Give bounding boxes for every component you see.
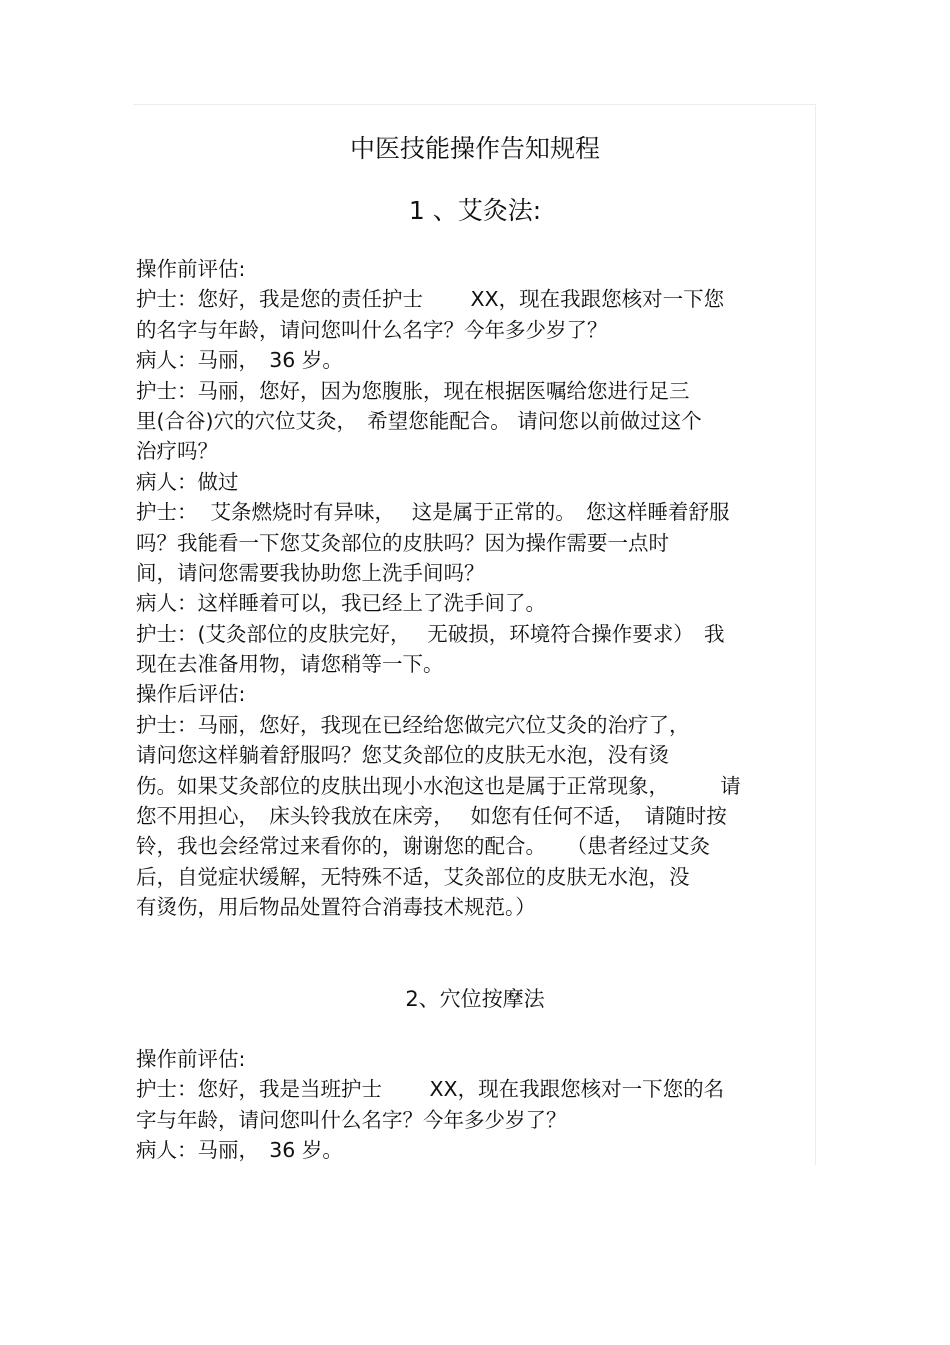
section-2-heading: 2、穴位按摩法: [405, 987, 545, 1011]
text-line: 您不用担心， 床头铃我放在床旁， 如您有任何不适， 请随时按: [136, 804, 727, 829]
text-line: 有烫伤，用后物品处置符合消毒技术规范。）: [136, 895, 536, 920]
section-2-body: [136, 1044, 816, 1166]
text-line: 护士：(艾灸部位的皮肤完好， 无破损，环境符合操作要求） 我: [136, 621, 725, 646]
text-line: 病人：马丽， 36 岁。: [136, 1138, 343, 1163]
text-line: 护士：您好，我是当班护士 XX，现在我跟您核对一下您的名: [136, 1077, 725, 1102]
text-line: 操作前评估:: [136, 1047, 246, 1071]
text-line: 里(合谷)穴的穴位艾灸， 希望您能配合。 请问您以前做过这个: [136, 408, 702, 433]
text-line: 护士： 艾条燃烧时有异味， 这是属于正常的。 您这样睡着舒服: [136, 500, 730, 525]
text-line: 间，请问您需要我协助您上洗手间吗？: [136, 560, 485, 585]
section-1-body: [136, 254, 816, 923]
text-line: 病人：这样睡着可以，我已经上了洗手间了。: [136, 591, 546, 616]
text-line: 操作前评估:: [136, 257, 246, 281]
text-line: 后，自觉症状缓解，无特殊不适，艾灸部位的皮肤无水泡，没: [136, 864, 690, 889]
document-title: 中医技能操作告知规程: [349, 134, 600, 163]
text-line: 吗？我能看一下您艾灸部位的皮肤吗？因为操作需要一点时: [136, 530, 669, 555]
section-1-heading: 1 、艾灸法:: [408, 196, 542, 225]
text-line: 护士：马丽，您好，因为您腹胀，现在根据医嘱给您进行足三: [136, 378, 690, 403]
text-line: 铃，我也会经常过来看你的，谢谢您的配合。 （患者经过艾灸: [136, 834, 710, 859]
text-line: 病人：做过: [136, 469, 239, 494]
text-line: 治疗吗？: [136, 439, 218, 464]
text-line: 伤。如果艾灸部位的皮肤出现小水泡这也是属于正常现象， 请: [136, 773, 741, 798]
text-line: 字与年龄，请问您叫什么名字？今年多少岁了？: [136, 1107, 567, 1132]
text-line: 病人：马丽， 36 岁。: [136, 348, 343, 373]
text-line: 护士：您好，我是您的责任护士 XX，现在我跟您核对一下您: [136, 287, 725, 312]
text-line: 请问您这样躺着舒服吗？您艾灸部位的皮肤无水泡，没有烫: [136, 743, 669, 768]
text-line: 的名字与年龄，请问您叫什么名字？今年多少岁了？: [136, 317, 608, 342]
text-line: 现在去准备用物，请您稍等一下。: [136, 652, 444, 677]
text-line: 护士：马丽，您好，我现在已经给您做完穴位艾灸的治疗了，: [136, 712, 690, 737]
text-line: 操作后评估:: [136, 682, 246, 707]
